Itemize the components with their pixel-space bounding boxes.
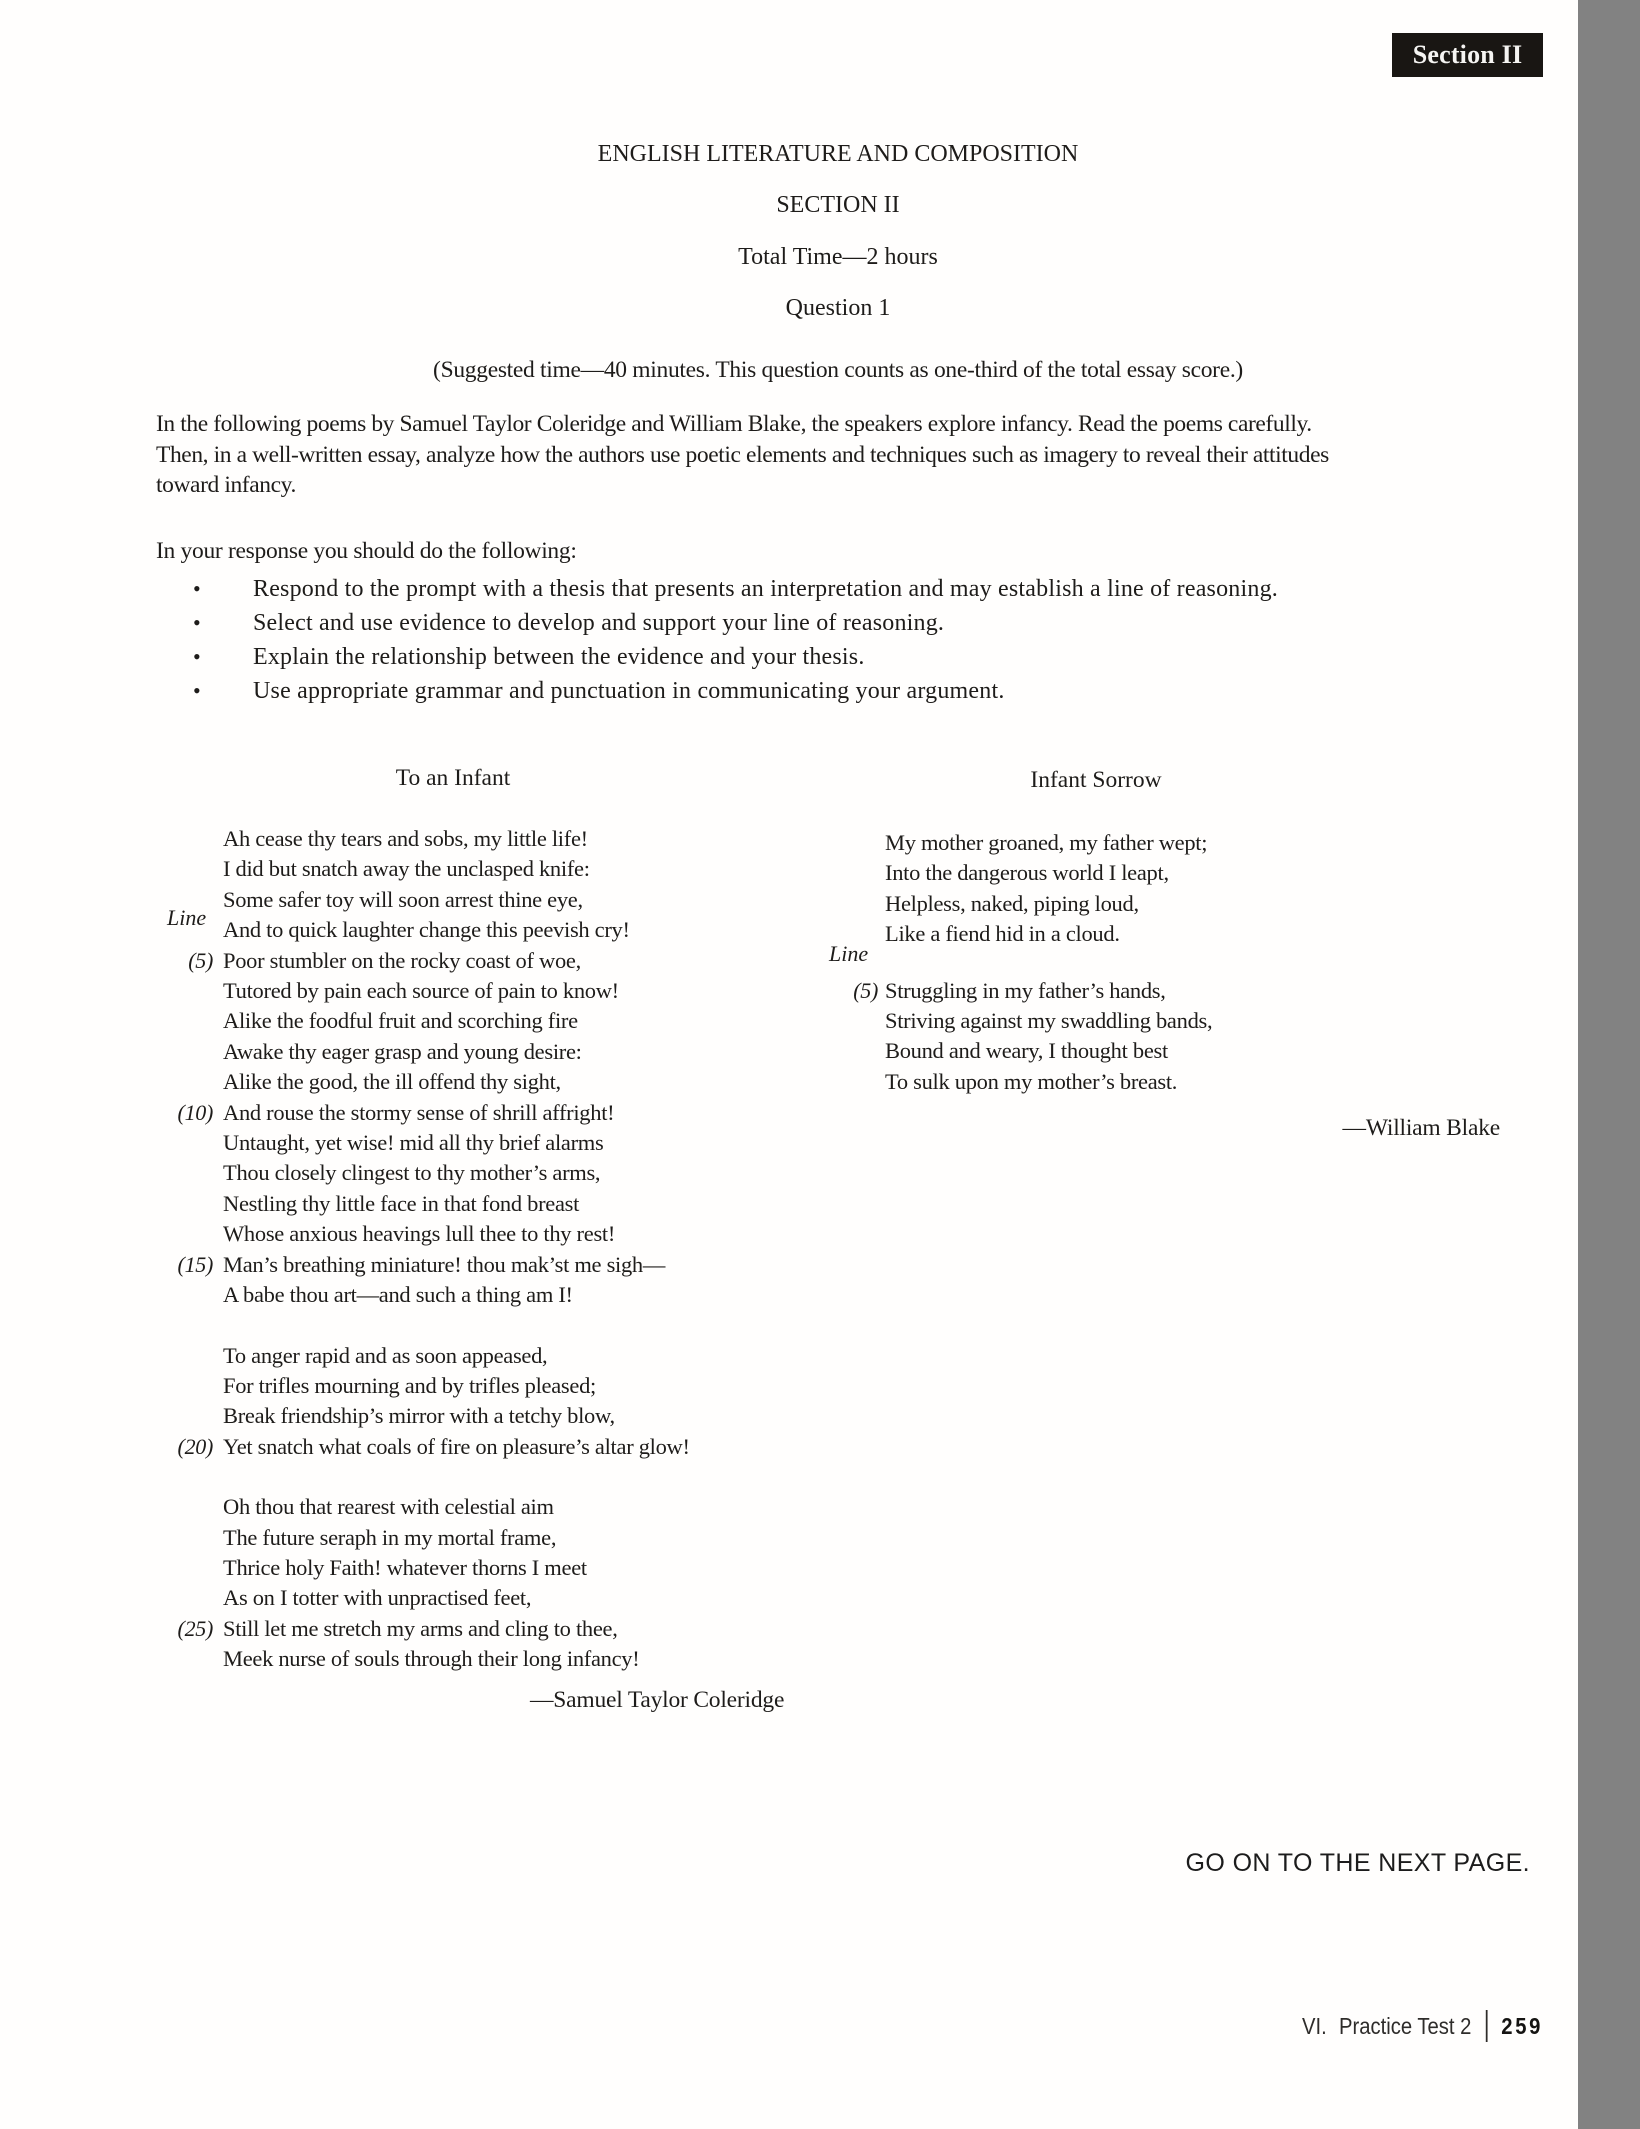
line-number-label bbox=[156, 824, 213, 854]
poem-line bbox=[830, 1036, 1212, 1066]
poem-line-text: Alike the good, the ill offend thy sight, bbox=[223, 1069, 561, 1095]
poem-line bbox=[156, 1432, 690, 1462]
line-number-label bbox=[156, 1280, 213, 1310]
poem-line-text: Meek nurse of souls through their long infancy! bbox=[223, 1646, 640, 1672]
poem-line bbox=[156, 1128, 690, 1158]
directions-paragraph bbox=[156, 409, 1329, 501]
attribution-blake: —William Blake bbox=[1342, 1115, 1500, 1141]
section-badge bbox=[1392, 33, 1543, 77]
poem-line-text: For trifles mourning and by trifles pleased; bbox=[223, 1372, 596, 1398]
poem-line-text: As on I totter with unpractised feet, bbox=[223, 1585, 532, 1611]
poem-line-text: Awake thy eager grasp and young desire: bbox=[223, 1038, 582, 1064]
poem-line bbox=[156, 1098, 690, 1128]
poem-title-coleridge: To an Infant bbox=[395, 765, 511, 791]
poem-line bbox=[156, 1006, 690, 1036]
poem-line-text: Into the dangerous world I leapt, bbox=[885, 860, 1169, 886]
poem-line-text: To sulk upon my mother’s breast. bbox=[885, 1068, 1178, 1094]
line-number-label: (5) bbox=[188, 947, 213, 973]
page-edge-strip bbox=[1578, 0, 1640, 2129]
response-intro: In your response you should do the following: bbox=[156, 538, 577, 564]
requirements-list bbox=[156, 572, 1536, 708]
footer-divider bbox=[1485, 2010, 1487, 2042]
line-number-label bbox=[156, 1401, 213, 1431]
poem-body-coleridge bbox=[156, 824, 690, 1675]
poem-line-text: Nestling thy little face in that fond breast bbox=[223, 1190, 580, 1216]
line-number-label bbox=[156, 1219, 213, 1249]
line-number-label bbox=[156, 885, 213, 915]
poem-line-text: I did but snatch away the unclasped knife: bbox=[223, 856, 590, 882]
directions-line: In the following poems by Samuel Taylor Coleridge and William Blake, the speakers explore infancy. Read the poems carefully. bbox=[156, 411, 1312, 437]
directions-line: Then, in a well-written essay, analyze how the authors use poetic elements and techniques such as imagery to reveal their attitudes bbox=[156, 441, 1329, 468]
line-number-label bbox=[830, 1067, 878, 1097]
line-number-label bbox=[156, 1006, 213, 1036]
line-number-label bbox=[830, 828, 878, 858]
poem-line-text: A babe thou art—and such a thing am I! bbox=[223, 1282, 573, 1308]
poem-stanza bbox=[830, 828, 1212, 950]
poem-line bbox=[830, 919, 1212, 949]
poem-line-text: Like a fiend hid in a cloud. bbox=[885, 921, 1120, 947]
bullet-icon: • bbox=[193, 610, 201, 635]
poem-line-text: My mother groaned, my father wept; bbox=[885, 830, 1208, 855]
poem-line-text: To anger rapid and as soon appeased, bbox=[223, 1342, 548, 1368]
poem-line-text: Break friendship’s mirror with a tetchy blow, bbox=[223, 1403, 615, 1429]
requirement-item bbox=[156, 572, 1536, 606]
line-number-label bbox=[156, 976, 213, 1006]
poem-stanza bbox=[830, 976, 1212, 1098]
poem-line bbox=[156, 1371, 690, 1401]
poem-line bbox=[156, 1341, 690, 1371]
poem-line-text: Some safer toy will soon arrest thine eye, bbox=[223, 886, 583, 912]
line-number-label bbox=[156, 1492, 213, 1522]
poem-line bbox=[156, 885, 690, 915]
line-number-label: (15) bbox=[177, 1251, 213, 1277]
line-number-label bbox=[830, 1036, 878, 1066]
line-number-label bbox=[156, 1128, 213, 1158]
line-number-label bbox=[156, 1583, 213, 1613]
line-number-label bbox=[156, 1341, 213, 1371]
bullet-icon: • bbox=[193, 644, 201, 669]
line-number-label bbox=[156, 915, 213, 945]
suggested-time-note: (Suggested time—40 minutes. This question counts as one-third of the total essay score.) bbox=[433, 357, 1243, 383]
line-number-label: (10) bbox=[177, 1099, 213, 1125]
bullet-icon: • bbox=[193, 576, 201, 601]
poem-line-text: Struggling in my father’s hands, bbox=[885, 977, 1166, 1003]
requirement-item bbox=[156, 674, 1536, 708]
poem-line bbox=[830, 828, 1212, 858]
line-number-label: (25) bbox=[177, 1615, 213, 1641]
line-number-label bbox=[156, 1644, 213, 1674]
requirement-item bbox=[156, 606, 1536, 640]
poem-line bbox=[156, 1250, 690, 1280]
requirement-text: Select and use evidence to develop and support your line of reasoning. bbox=[253, 610, 945, 636]
requirement-text: Respond to the prompt with a thesis that presents an interpretation and may establish a line of reasoning. bbox=[253, 576, 1278, 602]
poem-stanza bbox=[156, 1341, 690, 1463]
poem-line-text: And to quick laughter change this peevish cry! bbox=[223, 917, 630, 943]
section-badge-label: Section II bbox=[1412, 40, 1523, 69]
poem-line bbox=[156, 1280, 690, 1310]
poem-line bbox=[156, 1401, 690, 1431]
poem-line-text: Whose anxious heavings lull thee to thy rest! bbox=[223, 1221, 616, 1247]
poem-line bbox=[156, 1644, 690, 1674]
line-number-label bbox=[156, 1371, 213, 1401]
poem-line-text: Untaught, yet wise! mid all thy brief alarms bbox=[223, 1130, 604, 1156]
poem-line bbox=[156, 1614, 690, 1644]
poem-line-text: Striving against my swaddling bands, bbox=[885, 1008, 1213, 1034]
poem-line bbox=[830, 976, 1212, 1006]
poem-line bbox=[830, 889, 1212, 919]
poem-line bbox=[156, 1553, 690, 1583]
poem-line-text: Helpless, naked, piping loud, bbox=[885, 890, 1139, 916]
poem-line-text: Man’s breathing miniature! thou mak’st me sigh— bbox=[223, 1251, 666, 1277]
line-number-label: (20) bbox=[177, 1433, 213, 1459]
page-number: 259 bbox=[1501, 2012, 1543, 2039]
line-number-label: (5) bbox=[853, 977, 878, 1003]
poem-line bbox=[156, 1037, 690, 1067]
poem-line bbox=[156, 854, 690, 884]
line-label-left: Line bbox=[167, 905, 207, 930]
poem-stanza bbox=[156, 1492, 690, 1674]
line-number-label bbox=[156, 1037, 213, 1067]
line-number-label bbox=[156, 1553, 213, 1583]
poem-line-text: Ah cease thy tears and sobs, my little life! bbox=[223, 826, 588, 851]
poem-line bbox=[156, 915, 690, 945]
poem-line bbox=[830, 1067, 1212, 1097]
footer-test-label: Practice Test 2 bbox=[1339, 2012, 1472, 2039]
poem-line bbox=[156, 1583, 690, 1613]
line-label-right: Line bbox=[829, 941, 869, 966]
poem-line-text: Oh thou that rearest with celestial aim bbox=[223, 1494, 554, 1520]
poem-line bbox=[156, 976, 690, 1006]
line-number-label bbox=[156, 1067, 213, 1097]
line-number-label bbox=[156, 1189, 213, 1219]
poem-line bbox=[156, 1219, 690, 1249]
question-heading: Question 1 bbox=[785, 295, 891, 321]
line-number-label bbox=[830, 919, 878, 949]
line-number-label bbox=[156, 1523, 213, 1553]
poem-line-text: The future seraph in my mortal frame, bbox=[223, 1524, 557, 1550]
requirement-text: Explain the relationship between the evidence and your thesis. bbox=[253, 644, 865, 670]
poem-line-text: Bound and weary, I thought best bbox=[885, 1038, 1168, 1064]
poem-line-text: Thrice holy Faith! whatever thorns I meet bbox=[223, 1554, 587, 1580]
line-number-label bbox=[830, 858, 878, 888]
poem-line-text: Alike the foodful fruit and scorching fire bbox=[223, 1008, 578, 1034]
poem-line bbox=[156, 1523, 690, 1553]
total-time-heading: Total Time—2 hours bbox=[738, 244, 938, 270]
poem-line-text: Poor stumbler on the rocky coast of woe, bbox=[223, 947, 581, 973]
line-number-label bbox=[156, 854, 213, 884]
directions-line: toward infancy. bbox=[156, 472, 296, 499]
poem-line-text: Tutored by pain each source of pain to know! bbox=[223, 978, 619, 1004]
poem-line bbox=[156, 946, 690, 976]
poem-line-text: Still let me stretch my arms and cling to thee, bbox=[223, 1615, 618, 1641]
page-footer bbox=[977, 2010, 1543, 2042]
bullet-icon: • bbox=[193, 678, 201, 703]
section-heading: SECTION II bbox=[776, 192, 900, 218]
requirement-text: Use appropriate grammar and punctuation in communicating your argument. bbox=[253, 678, 1005, 704]
line-number-label bbox=[830, 1006, 878, 1036]
line-number-label bbox=[156, 1158, 213, 1188]
poem-body-blake bbox=[830, 828, 1212, 1097]
poem-line bbox=[156, 1067, 690, 1097]
poem-line bbox=[156, 824, 690, 854]
poem-line bbox=[830, 1006, 1212, 1036]
poem-line bbox=[156, 1158, 690, 1188]
poem-line-text: Yet snatch what coals of fire on pleasure’s altar glow! bbox=[223, 1433, 690, 1459]
go-on-instruction: GO ON TO THE NEXT PAGE. bbox=[1185, 1849, 1530, 1877]
footer-chapter-label: VI. bbox=[1301, 2012, 1327, 2039]
poem-title-blake: Infant Sorrow bbox=[1030, 767, 1162, 793]
exam-title: ENGLISH LITERATURE AND COMPOSITION bbox=[597, 141, 1079, 167]
requirement-item bbox=[156, 640, 1536, 674]
poem-line bbox=[156, 1189, 690, 1219]
attribution-coleridge: —Samuel Taylor Coleridge bbox=[530, 1687, 785, 1713]
poem-stanza bbox=[156, 824, 690, 1311]
poem-line-text: And rouse the stormy sense of shrill affright! bbox=[223, 1099, 615, 1125]
poem-line bbox=[156, 1492, 690, 1522]
line-number-label bbox=[830, 889, 878, 919]
poem-line-text: Thou closely clingest to thy mother’s arms, bbox=[223, 1160, 601, 1186]
poem-line bbox=[830, 858, 1212, 888]
